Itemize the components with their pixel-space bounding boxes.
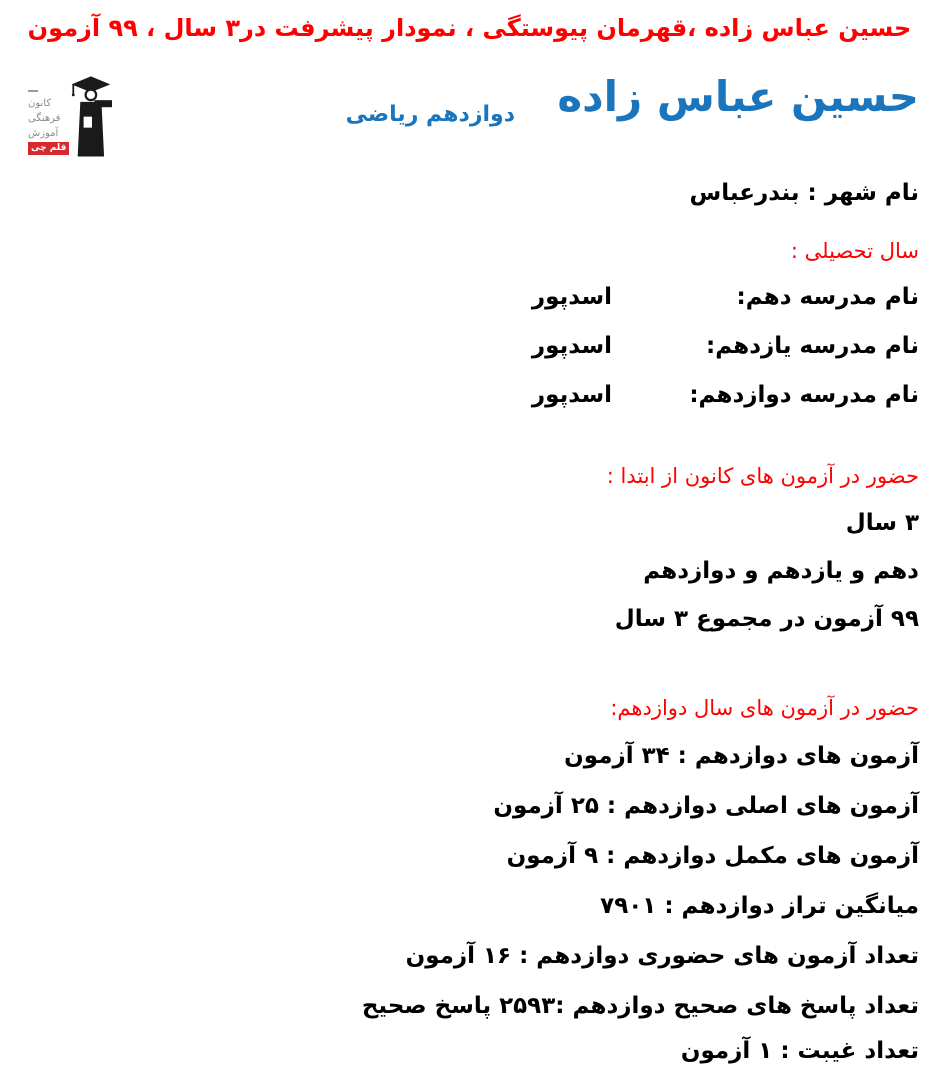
logo-org-line2: فرهنگی <box>28 113 61 124</box>
attendance-total-exams-line: ۹۹ آزمون در مجموع ۳ سال <box>614 606 919 632</box>
school-value-11th: اسدپور <box>531 333 612 359</box>
correct-answers-12th-line: تعداد پاسخ های صحیح دوازدهم :۲۵۹۳ پاسخ صحیح <box>361 993 919 1019</box>
school-value-10th: اسدپور <box>531 284 612 310</box>
attendance-grades-line: دهم و یازدهم و دوازدهم <box>643 558 919 584</box>
logo-org-line3: آموزش <box>28 128 59 139</box>
kanoon-ghalamchi-logo <box>26 72 112 160</box>
student-name: حسین عباس زاده <box>557 72 919 121</box>
section-header-attendance-overall: حضور در آزمون های کانون از ابتدا : <box>606 464 919 488</box>
section-header-attendance-12th: حضور در آزمون های سال دوازدهم: <box>610 696 919 720</box>
school-label-10th: نام مدرسه دهم: <box>736 284 919 310</box>
absences-line: تعداد غیبت : ۱ آزمون <box>680 1038 919 1064</box>
section-header-academic-year: سال تحصیلی : <box>790 239 919 263</box>
exams-12th-supplementary-line: آزمون های مکمل دوازدهم : ۹ آزمون <box>506 843 919 869</box>
school-label-11th: نام مدرسه یازدهم: <box>706 333 919 359</box>
logo-org-line1: کانون <box>28 98 52 109</box>
grade-label: دوازدهم ریاضی <box>345 102 515 127</box>
attendance-years-line: ۳ سال <box>845 510 919 536</box>
logo-text-block <box>28 90 68 155</box>
logo-dash-icon <box>28 90 38 92</box>
exams-12th-total-line: آزمون های دوازدهم : ۳۴ آزمون <box>564 743 919 769</box>
graduate-icon <box>68 72 112 160</box>
school-label-12th: نام مدرسه دوازدهم: <box>689 382 919 408</box>
in-person-exams-12th-line: تعداد آزمون های حضوری دوازدهم : ۱۶ آزمون <box>405 943 919 969</box>
city-line: نام شهر : بندرعباس <box>689 180 919 206</box>
average-score-12th-line: میانگین تراز دوازدهم : ۷۹۰۱ <box>600 893 919 919</box>
exams-12th-main-line: آزمون های اصلی دوازدهم : ۲۵ آزمون <box>493 793 919 819</box>
logo-badge-ghalamchi: قلم چی <box>28 142 69 155</box>
page-title: حسین عباس زاده ،قهرمان پیوستگی ، نمودار پیشرفت در۳ سال ، ۹۹ آزمون <box>27 14 912 42</box>
school-value-12th: اسدپور <box>531 382 612 408</box>
